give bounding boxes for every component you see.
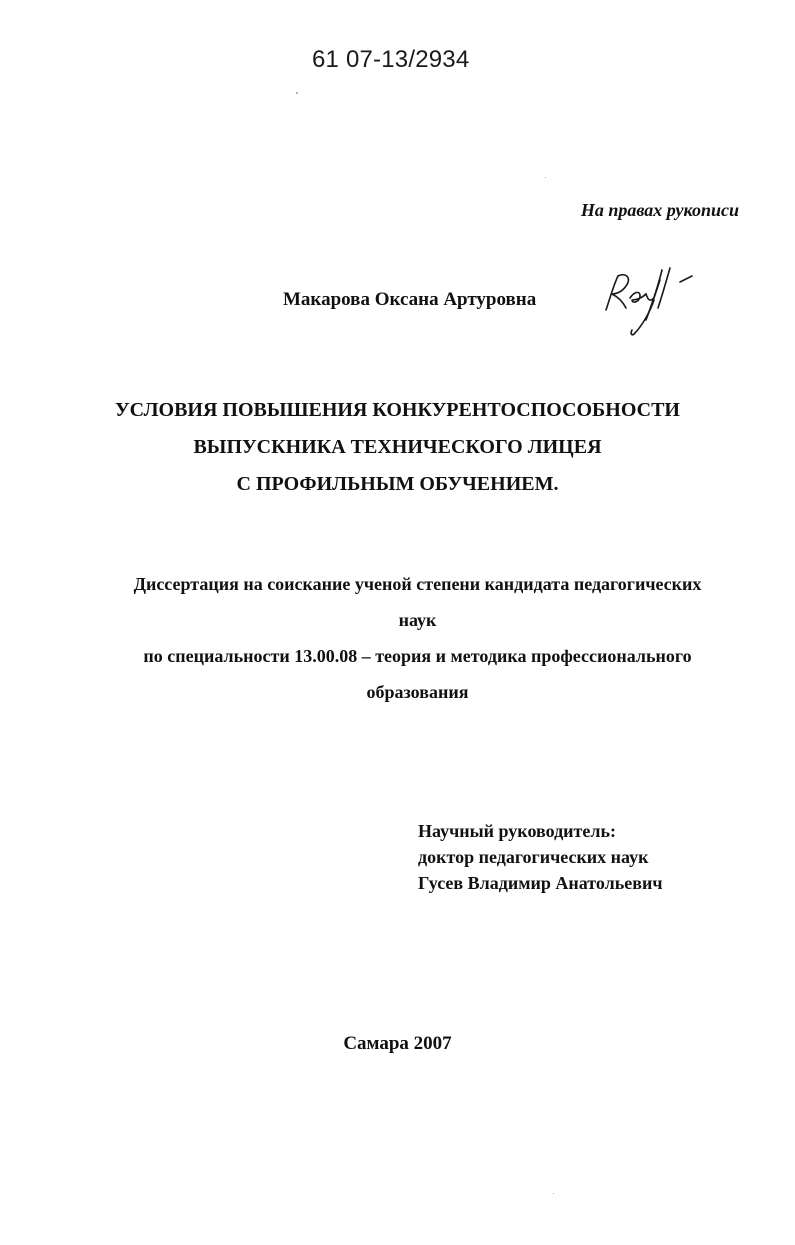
manuscript-rights-note: На правах рукописи [580,200,739,220]
author-name: Макарова Оксана Артуровна [283,289,537,310]
degree-line: Диссертация на соискание ученой степени кандидата педагогических [133,574,702,594]
archive-stamp-number: 61 07-13/2934 [312,46,470,73]
scan-speck [296,92,298,94]
degree-statement [60,566,775,710]
handwritten-signature [596,262,700,338]
supervisor-name: Гусев Владимир Анатольевич [418,873,663,893]
supervisor-degree: доктор педагогических наук [418,847,649,867]
dissertation-title [80,392,715,503]
scan-speck [553,1193,554,1194]
title-line: УСЛОВИЯ ПОВЫШЕНИЯ КОНКУРЕНТОСПОСОБНОСТИ [115,399,680,421]
degree-line: по специальности 13.00.08 – теория и методика профессионального [143,646,692,666]
title-line: ВЫПУСКНИКА ТЕХНИЧЕСКОГО ЛИЦЕЯ [193,436,602,458]
title-line: С ПРОФИЛЬНЫМ ОБУЧЕНИЕМ. [236,473,559,495]
scan-speck [545,177,546,178]
city-year: Самара 2007 [343,1033,452,1054]
supervisor-block [418,818,662,896]
supervisor-label: Научный руководитель: [418,821,616,841]
degree-line: образования [366,682,469,702]
degree-line: наук [398,610,437,630]
